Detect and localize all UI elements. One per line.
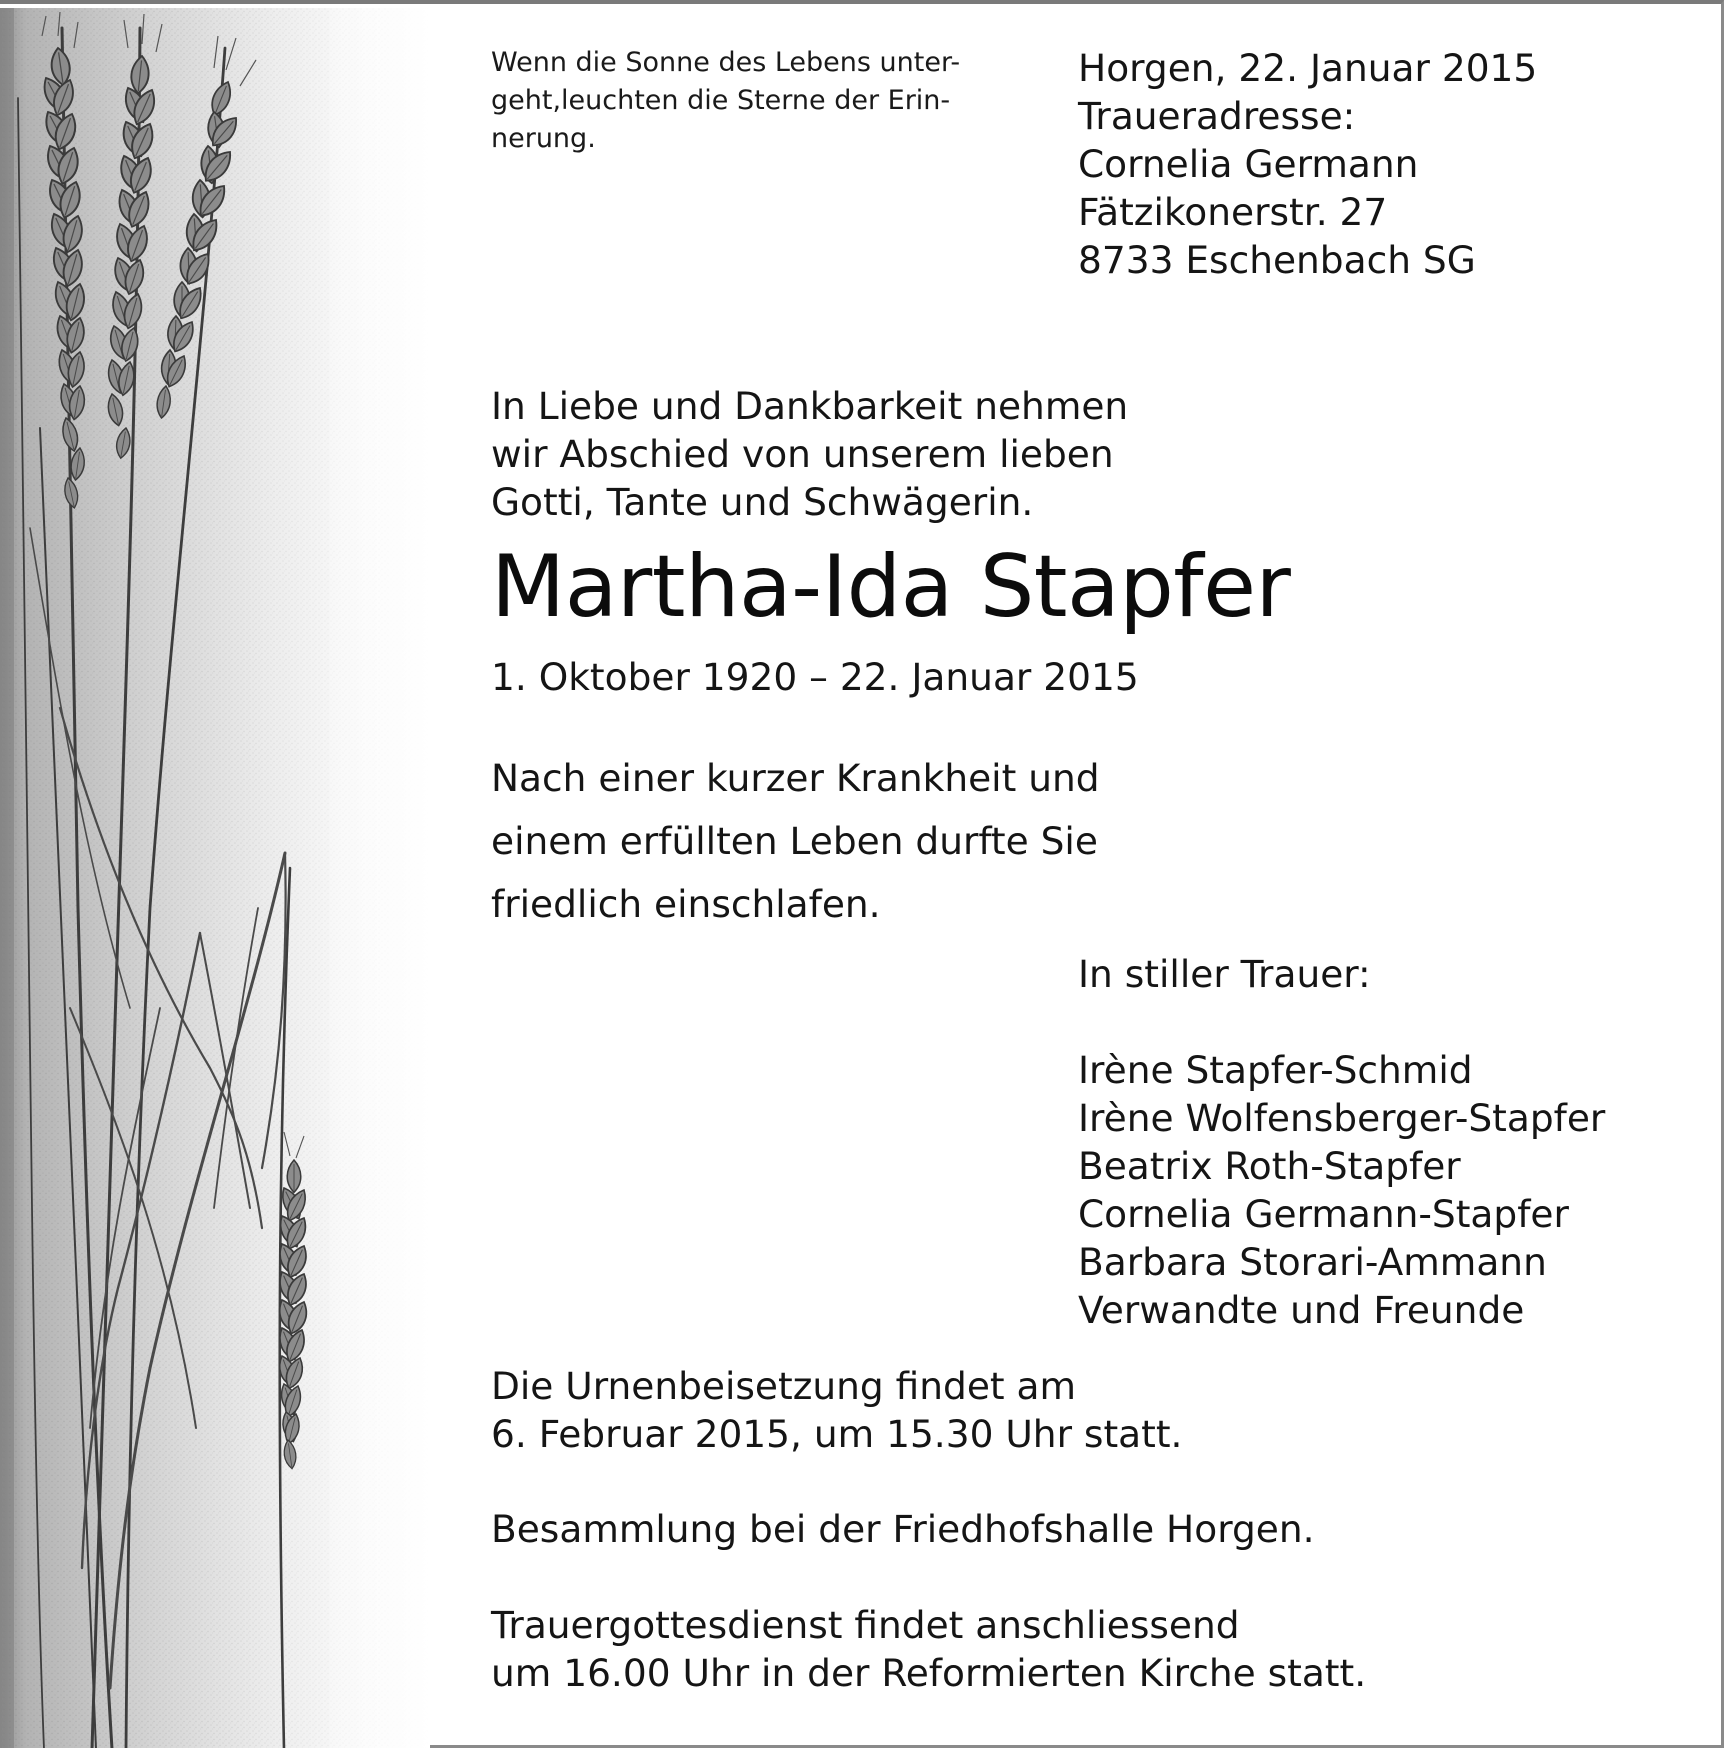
life-dates: 1. Oktober 1920 – 22. Januar 2015 <box>491 655 1139 699</box>
burial-line: Die Urnenbeisetzung findet am <box>491 1364 1077 1408</box>
motto-line: geht,leuchten die Sterne der Erin- <box>491 85 951 116</box>
passing-line: friedlich einschlafen. <box>491 882 881 926</box>
passing-text <box>491 747 1100 936</box>
place-date: Horgen, 22. Januar 2015 <box>1078 46 1538 90</box>
mourner-name: Verwandte und Freunde <box>1078 1288 1525 1332</box>
motto-line: Wenn die Sonne des Lebens unter- <box>491 47 961 78</box>
deceased-name: Martha-Ida Stapfer <box>491 537 1291 637</box>
address-label: Traueradresse: <box>1078 94 1356 138</box>
intro-line: Gotti, Tante und Schwägerin. <box>491 480 1034 524</box>
address-city: 8733 Eschenbach SG <box>1078 238 1476 282</box>
address-street: Fätzikonerstr. 27 <box>1078 190 1388 234</box>
mourner-name: Cornelia Germann-Stapfer <box>1078 1192 1569 1236</box>
burial-line: 6. Februar 2015, um 15.30 Uhr statt. <box>491 1412 1183 1456</box>
farewell-intro <box>491 382 1128 526</box>
intro-line: wir Abschied von unserem lieben <box>491 432 1114 476</box>
motto-verse <box>491 44 960 158</box>
mourning-heading: In stiller Trauer: <box>1078 952 1371 996</box>
service-line: Trauergottesdienst findet anschliessend <box>491 1603 1240 1647</box>
motto-line: nerung. <box>491 123 596 154</box>
mourning-address-block <box>1078 44 1537 284</box>
mourner-name: Barbara Storari-Ammann <box>1078 1240 1547 1284</box>
passing-line: Nach einer kurzer Krankheit und <box>491 756 1100 800</box>
mourners-list <box>1078 1046 1605 1334</box>
intro-line: In Liebe und Dankbarkeit nehmen <box>491 384 1129 428</box>
mourner-name: Irène Wolfensberger-Stapfer <box>1078 1096 1606 1140</box>
service-line: um 16.00 Uhr in der Reformierten Kirche statt. <box>491 1651 1367 1695</box>
service-notice <box>491 1601 1366 1697</box>
passing-line: einem erfüllten Leben durfte Sie <box>491 819 1098 863</box>
address-name: Cornelia Germann <box>1078 142 1419 186</box>
mourner-name: Beatrix Roth-Stapfer <box>1078 1144 1461 1188</box>
wheat-ears-illustration <box>0 8 430 1748</box>
mourner-name: Irène Stapfer-Schmid <box>1078 1048 1473 1092</box>
burial-notice <box>491 1362 1182 1458</box>
gathering-notice: Besammlung bei der Friedhofshalle Horgen. <box>491 1507 1315 1551</box>
